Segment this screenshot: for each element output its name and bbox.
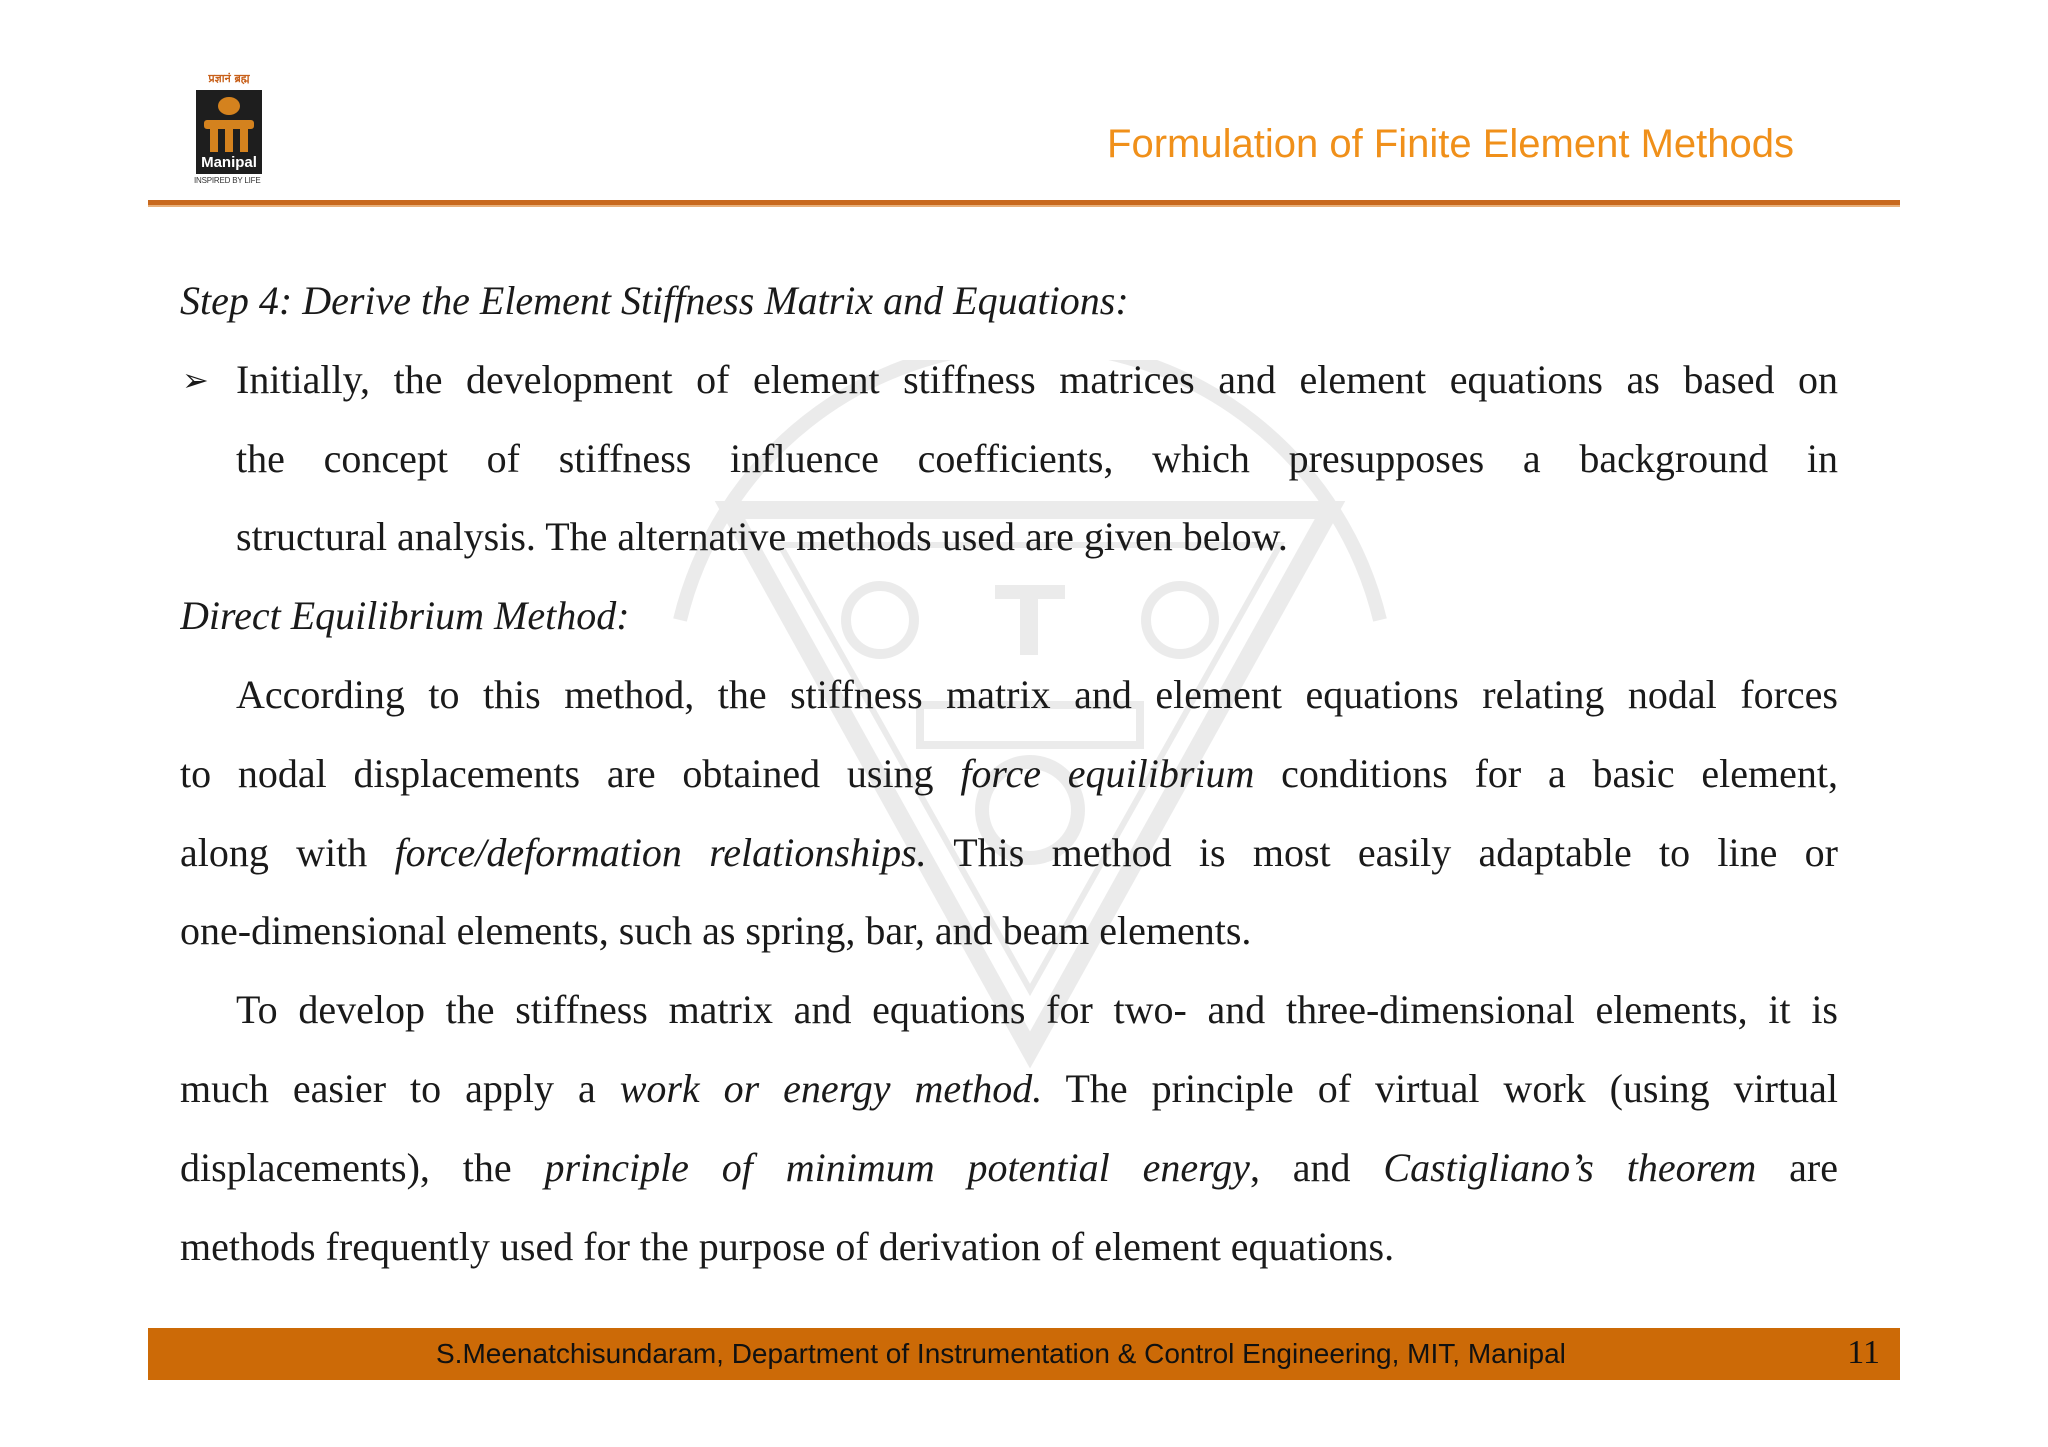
para1-line-4: one-dimensional elements, such as spring, bar, and beam elements. xyxy=(180,908,1252,954)
logo-motto: प्रज्ञानं ब्रह्म xyxy=(208,72,250,85)
emphasis: principle of minimum potential energy xyxy=(544,1144,1250,1190)
emphasis: force/deformation relationships. xyxy=(394,829,927,875)
bullet-line-3: structural analysis. The alternative methods used are given below. xyxy=(236,514,1288,560)
bullet-line-1: Initially, the development of element stiffness matrices and element equations as based on xyxy=(236,356,1838,402)
title-divider xyxy=(148,200,1900,207)
page-number: 11 xyxy=(1847,1334,1880,1371)
para1-line-1: According to this method, the stiffness matrix and element equations relating nodal forces xyxy=(236,671,1838,717)
logo-tagline: INSPIRED BY LIFE xyxy=(194,176,261,185)
para1-line-3 xyxy=(180,814,1838,893)
logo-brand: Manipal xyxy=(201,154,257,171)
para2-line-3 xyxy=(180,1129,1838,1208)
text-span: This method is most easily adaptable to line or xyxy=(926,829,1838,875)
text-span: conditions for a basic element, xyxy=(1254,750,1838,796)
bullet-item xyxy=(180,341,1838,420)
para1-line-2 xyxy=(180,735,1838,814)
direct-equilibrium-heading: Direct Equilibrium Method: xyxy=(180,593,630,639)
bullet-line-2: the concept of stiffness influence coefficients, which presupposes a background in xyxy=(236,435,1838,481)
text-span: The principle of virtual work (using virtual xyxy=(1042,1065,1838,1111)
text-span: are xyxy=(1756,1144,1838,1190)
text-span: much easier to apply a xyxy=(180,1065,620,1111)
text-span: displacements), the xyxy=(180,1144,545,1190)
manipal-logo xyxy=(188,72,268,196)
text-span: , and xyxy=(1249,1144,1384,1190)
emphasis: force equilibrium xyxy=(960,750,1255,796)
slide-title: Formulation of Finite Element Methods xyxy=(1107,122,1794,166)
logo-emblem xyxy=(196,90,262,174)
para2-line-2 xyxy=(180,1050,1838,1129)
text-span: to nodal displacements are obtained using xyxy=(180,750,961,796)
emphasis: Castigliano’s theorem xyxy=(1383,1144,1757,1190)
footer-credit: S.Meenatchisundaram, Department of Instrumentation & Control Engineering, MIT, Manipal xyxy=(436,1338,1566,1369)
step-heading: Step 4: Derive the Element Stiffness Matrix and Equations: xyxy=(180,278,1129,323)
emphasis: work or energy method. xyxy=(619,1065,1043,1111)
para2-line-4: methods frequently used for the purpose of derivation of element equations. xyxy=(180,1223,1395,1269)
para2-line-1: To develop the stiffness matrix and equations for two- and three-dimensional elements, it is xyxy=(236,987,1838,1033)
slide-footer xyxy=(148,1328,1900,1380)
text-span: along with xyxy=(180,829,395,875)
bullet-arrow-icon: ➢ xyxy=(182,360,209,399)
slide-body xyxy=(180,262,1838,1286)
